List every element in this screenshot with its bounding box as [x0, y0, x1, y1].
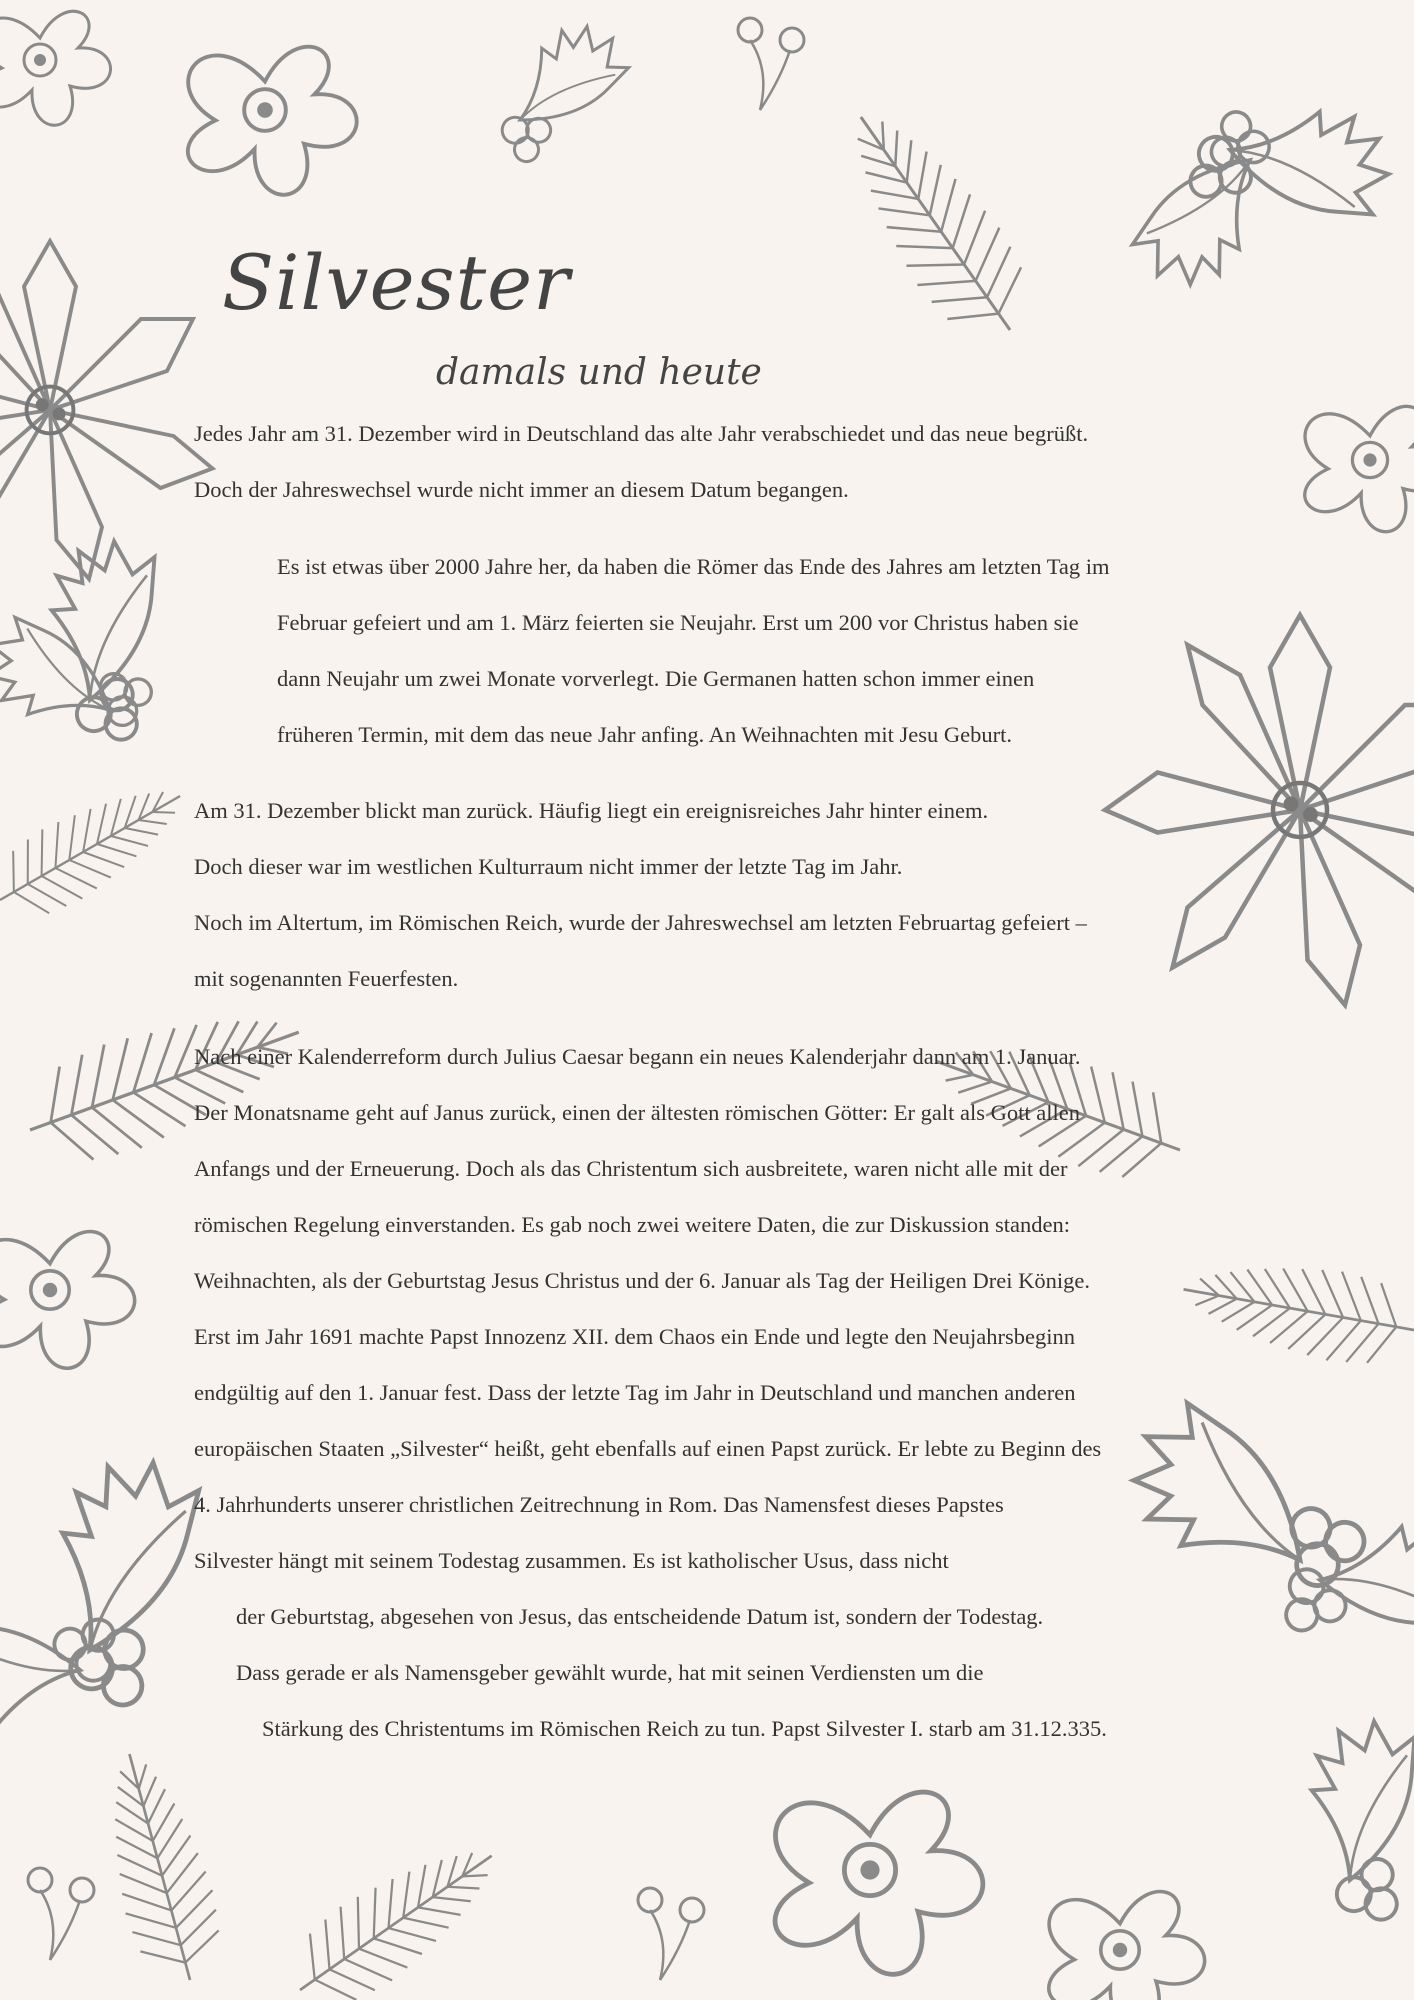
text-line: Doch der Jahreswechsel wurde nicht immer an diesem Datum begangen. [194, 477, 849, 502]
text-line: Der Monatsname geht auf Janus zurück, einen der ältesten römischen Götter: Er galt als Gott allen [194, 1100, 1080, 1125]
page-subtitle: damals und heute [436, 352, 762, 393]
text-line: römischen Regelung einverstanden. Es gab noch zwei weitere Daten, die zur Diskussion standen: [194, 1212, 1070, 1237]
text-line: Doch dieser war im westlichen Kulturraum nicht immer der letzte Tag im Jahr. [194, 854, 903, 879]
text-line: 4. Jahrhunderts unserer christlichen Zeitrechnung in Rom. Das Namensfest dieses Papstes [194, 1492, 1004, 1517]
text-line: endgültig auf den 1. Januar fest. Dass der letzte Tag im Jahr in Deutschland und manchen anderen [194, 1380, 1076, 1405]
text-line: mit sogenannten Feuerfesten. [194, 966, 459, 991]
text-line: früheren Termin, mit dem das neue Jahr anfing. An Weihnachten mit Jesu Geburt. [277, 722, 1012, 747]
text-line: Weihnachten, als der Geburtstag Jesus Christus und der 6. Januar als Tag der Heiligen Drei Könige. [194, 1268, 1090, 1293]
text-line: Es ist etwas über 2000 Jahre her, da haben die Römer das Ende des Jahres am letzten Tag im [277, 554, 1110, 579]
text-line: Am 31. Dezember blickt man zurück. Häufig liegt ein ereignisreiches Jahr hinter einem. [194, 798, 989, 823]
text-line: Nach einer Kalenderreform durch Julius Caesar begann ein neues Kalenderjahr dann am 1. Januar. [194, 1044, 1081, 1069]
text-line: Dass gerade er als Namensgeber gewählt wurde, hat mit seinen Verdiensten um die [236, 1660, 984, 1685]
text-line: der Geburtstag, abgesehen von Jesus, das entscheidende Datum ist, sondern der Todestag. [236, 1604, 1044, 1629]
text-line: Noch im Altertum, im Römischen Reich, wurde der Jahreswechsel am letzten Februartag gefeiert – [194, 910, 1087, 935]
text-line: Stärkung des Christentums im Römischen Reich zu tun. Papst Silvester I. starb am 31.12.335. [262, 1716, 1107, 1741]
text-line: Silvester hängt mit seinem Todestag zusammen. Es ist katholischer Usus, dass nicht [194, 1548, 949, 1573]
text-line: Erst im Jahr 1691 machte Papst Innozenz XII. dem Chaos ein Ende und legte den Neujahrsbeginn [194, 1324, 1076, 1349]
text-line: Anfangs und der Erneuerung. Doch als das Christentum sich ausbreitete, waren nicht alle mit der [194, 1156, 1068, 1181]
text-line: dann Neujahr um zwei Monate vorverlegt. Die Germanen hatten schon immer einen [277, 666, 1035, 691]
text-line: Februar gefeiert und am 1. März feierten sie Neujahr. Erst um 200 vor Christus haben sie [277, 610, 1079, 635]
text-line: Jedes Jahr am 31. Dezember wird in Deutschland das alte Jahr verabschiedet und das neue begrüßt. [194, 421, 1089, 446]
text-line: europäischen Staaten „Silvester“ heißt, geht ebenfalls auf einen Papst zurück. Er lebte zu Beginn des [194, 1436, 1102, 1461]
page-title: Silvester [222, 238, 571, 327]
